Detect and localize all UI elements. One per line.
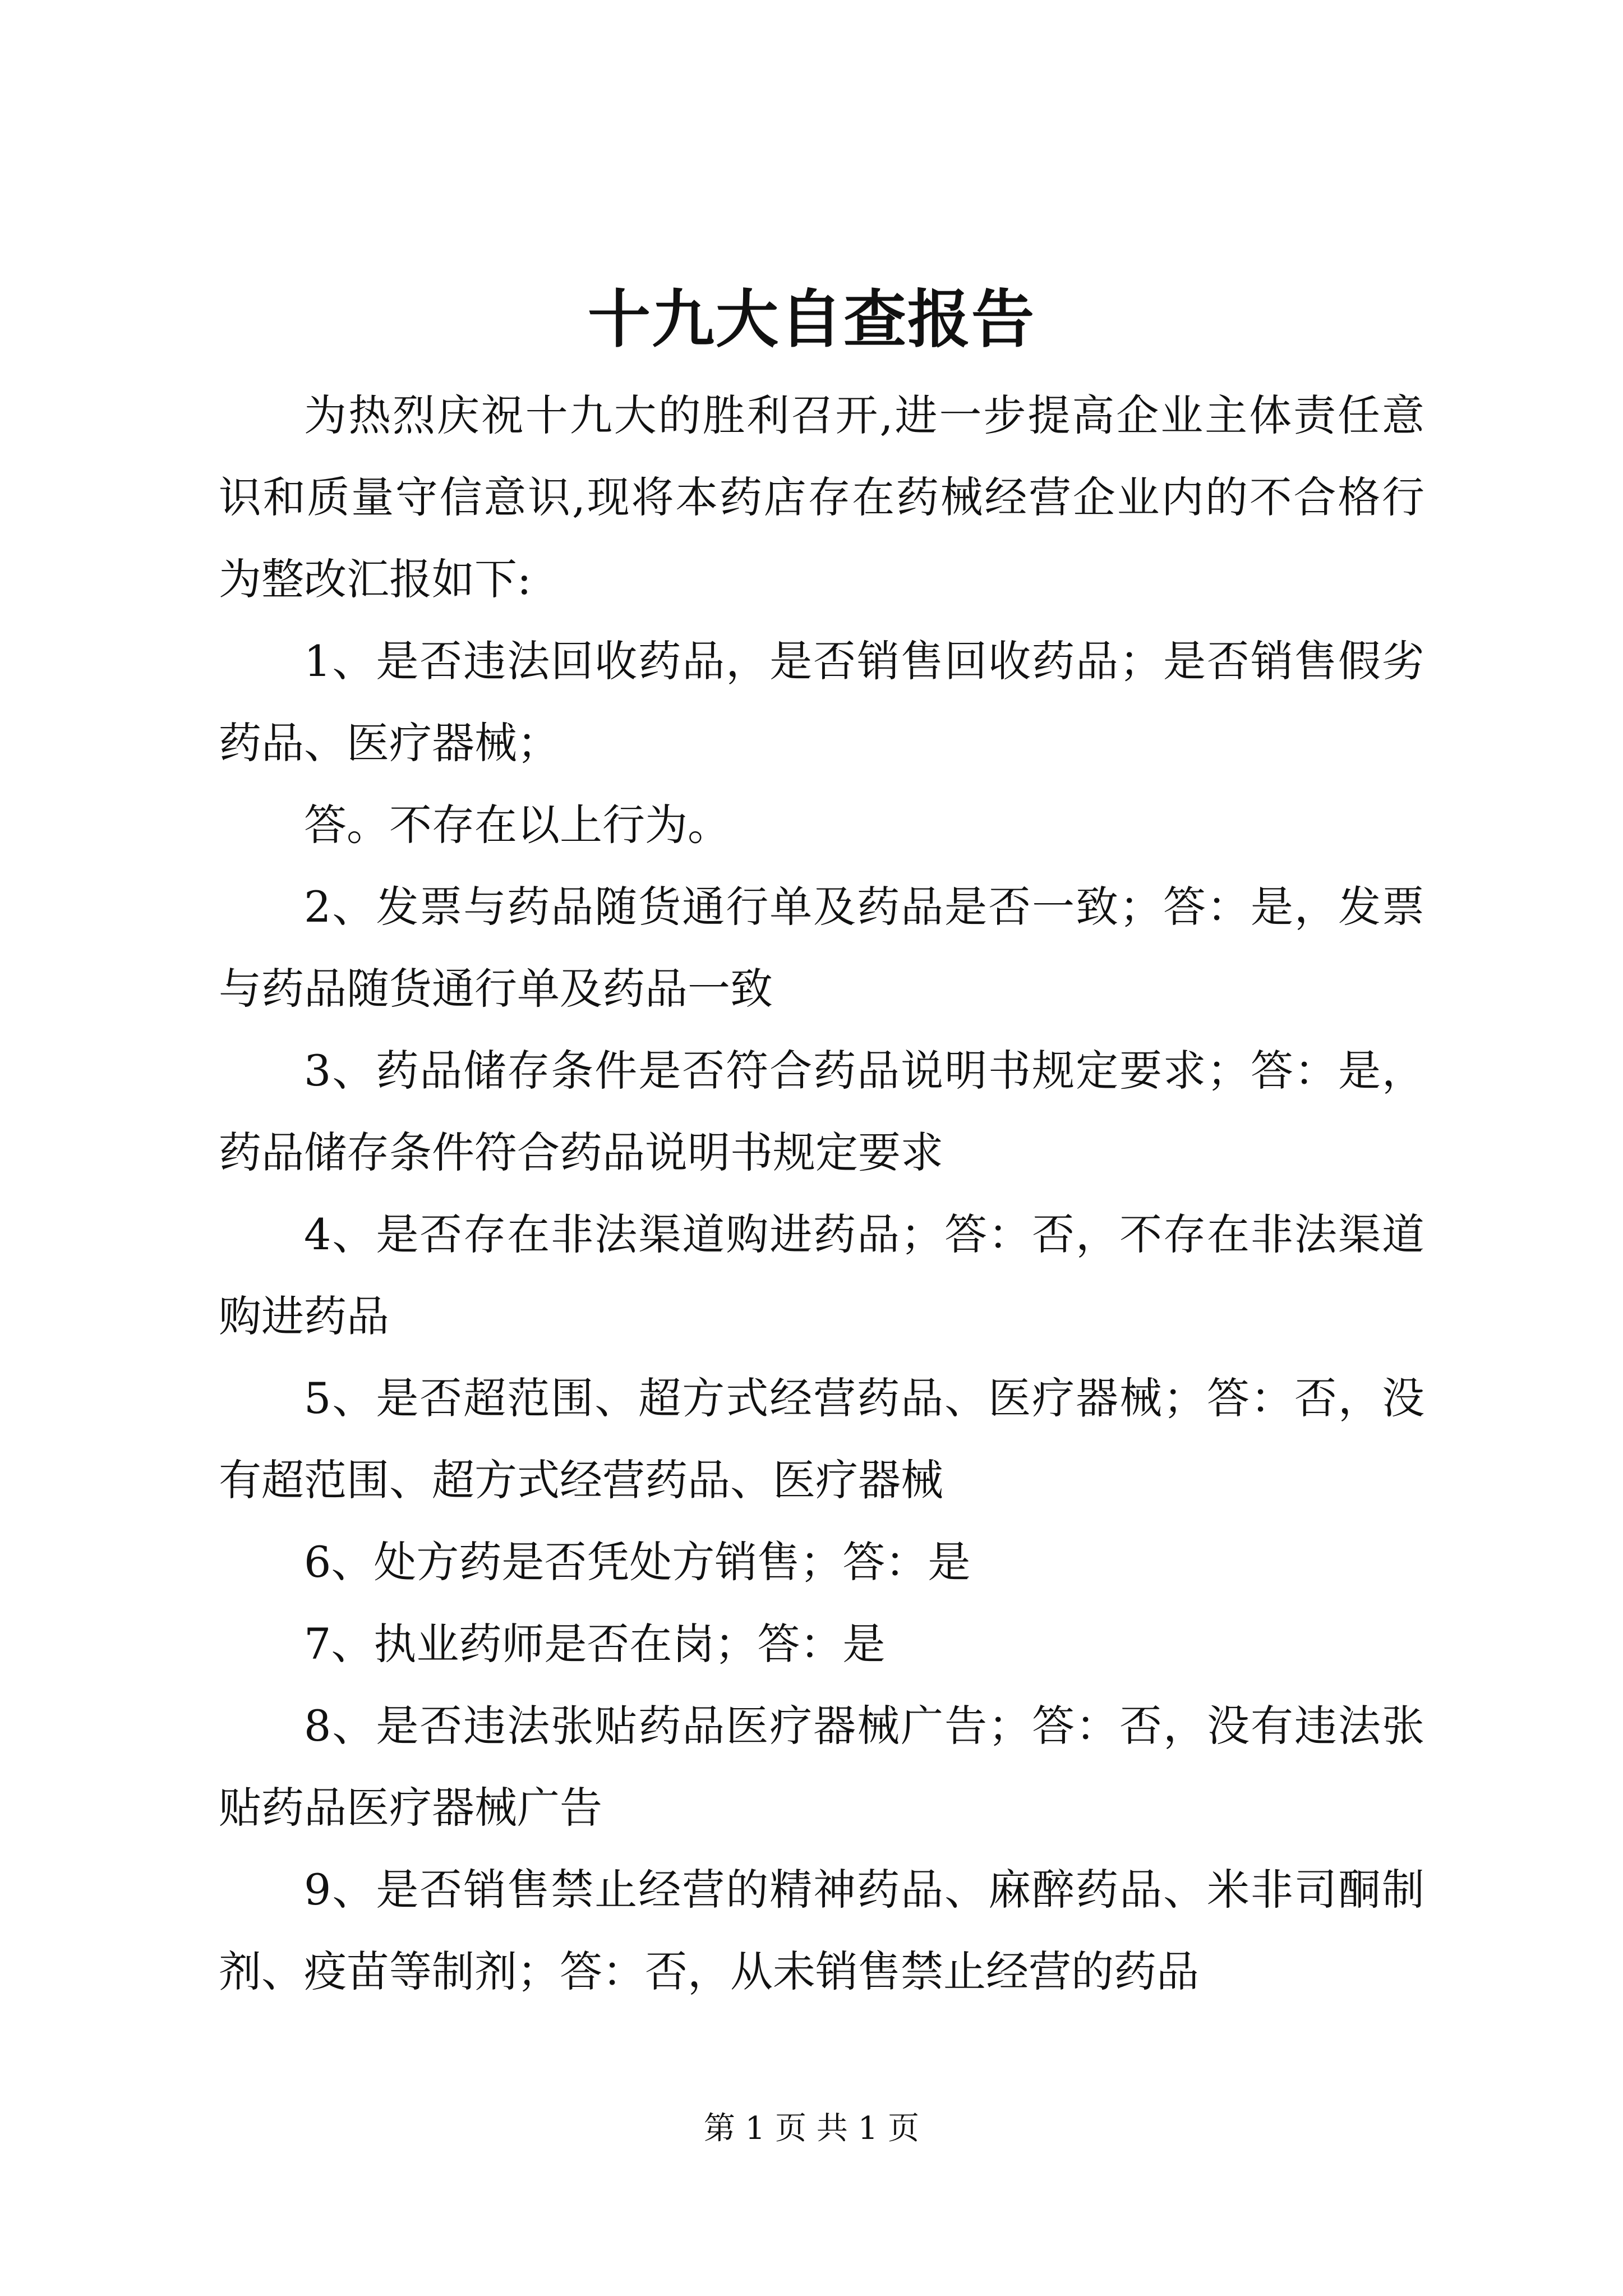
paragraph-item-9: 9、是否销售禁止经营的精神药品、麻醉药品、米非司酮制剂、疫苗等制剂；答：否，从未销售禁止经营的药品 [219,1865,1424,1996]
paragraph-item-8: 8、是否违法张贴药品医疗器械广告；答：否，没有违法张贴药品医疗器械广告 [219,1701,1424,1833]
paragraph-item-2: 2、发票与药品随货通行单及药品是否一致；答：是，发票与药品随货通行单及药品一致 [219,882,1424,1014]
paragraph-item-4: 4、是否存在非法渠道购进药品；答：否，不存在非法渠道购进药品 [219,1209,1424,1341]
paragraph-intro: 为热烈庆祝十九大的胜利召开,进一步提高企业主体责任意识和质量守信意识,现将本药店存在药械经营企业内的不合格行为整改汇报如下: [219,390,1424,604]
paragraph-item-1: 1、是否违法回收药品，是否销售回收药品；是否销售假劣药品、医疗器械； [219,636,1424,768]
paragraph-item-3: 3、药品储存条件是否符合药品说明书规定要求；答：是，药品储存条件符合药品说明书规定要求 [219,1046,1424,1177]
paragraph-item-5: 5、是否超范围、超方式经营药品、医疗器械；答：否，没有超范围、超方式经营药品、医疗器械 [219,1373,1424,1505]
page-footer: 第 1 页 共 1 页 [703,2110,920,2147]
paragraph-item-7: 7、执业药师是否在岗；答：是 [304,1619,886,1669]
paragraph-answer-1: 答。不存在以上行为。 [304,800,730,850]
paragraph-item-6: 6、处方药是否凭处方销售；答：是 [304,1537,971,1587]
page-title: 十九大自查报告 [588,283,1035,356]
document-body [219,375,1424,2013]
